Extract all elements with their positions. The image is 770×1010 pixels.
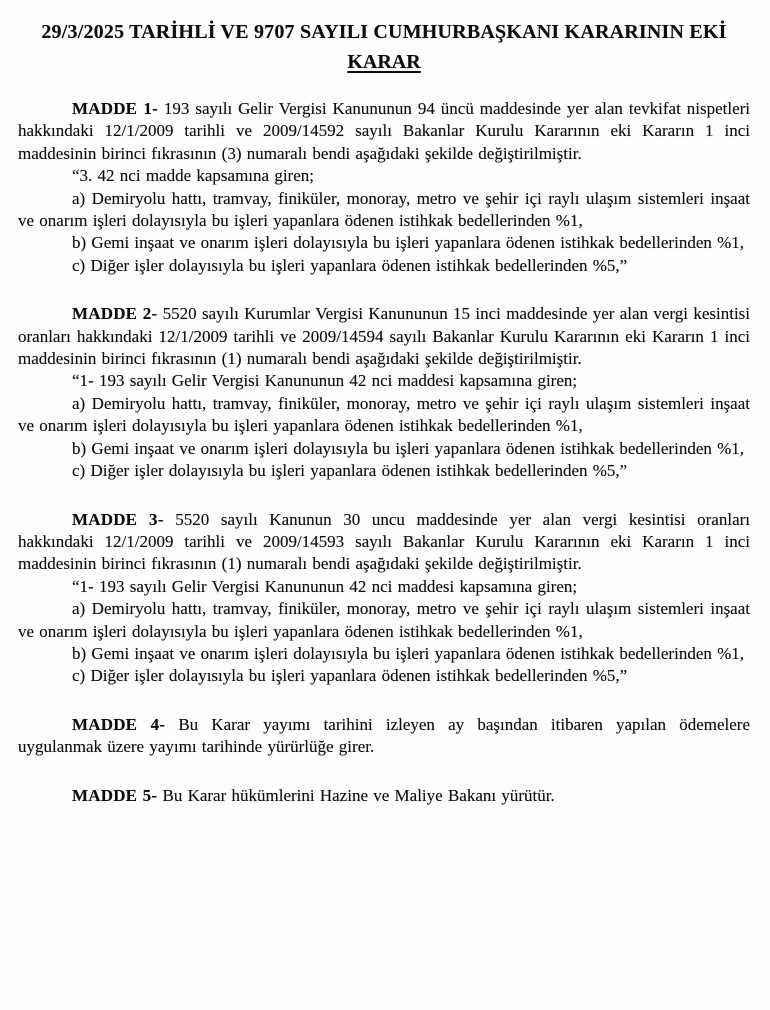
paragraph-madde-5: [18, 785, 750, 807]
paragraph-madde-2: [18, 303, 750, 370]
paragraph-madde-2-intro: “1- 193 sayılı Gelir Vergisi Kanununun 42 nci maddesi kapsamına giren;: [72, 371, 578, 391]
paragraph-madde-1-item-c: c) Diğer işler dolayısıyla bu işleri yapanlara ödenen istihkak bedellerinden %5,”: [72, 255, 628, 275]
document-title: [18, 18, 750, 76]
madde-5-label: MADDE 5-: [72, 785, 158, 805]
paragraph-madde-3-item-b: b) Gemi inşaat ve onarım işleri dolayısıyla bu işleri yapanlara ödenen istihkak bedellerinden %1,: [72, 643, 745, 663]
paragraph-madde-2-item-c: c) Diğer işler dolayısıyla bu işleri yapanlara ödenen istihkak bedellerinden %5,”: [72, 461, 628, 481]
madde-4-text: Bu Karar yayımı tarihini izleyen ay başından itibaren yapılan ödemelere uygulanmak üzere yayımı tarihinde yürürlüğe girer.: [18, 714, 750, 757]
madde-3-label: MADDE 3-: [72, 509, 164, 529]
paragraph-madde-1: [18, 98, 750, 165]
paragraph-madde-2-item-a: a) Demiryolu hattı, tramvay, finiküler, monoray, metro ve şehir içi raylı ulaşım sistemleri inşaat ve onarım işleri dolayısıyla bu işleri yapanlara ödenen istihkak bedellerinden %1,: [18, 393, 750, 436]
madde-5-text: Bu Karar hükümlerini Hazine ve Maliye Bakanı yürütür.: [162, 785, 555, 805]
madde-2-text: 5520 sayılı Kurumlar Vergisi Kanununun 15 inci maddesinde yer alan vergi kesintisi oranları hakkındaki 12/1/2009 tarihli ve 2009/14594 sayılı Bakanlar Kurulu Kararının eki Kararın 1 inci maddesinin birinci fıkrasının (1) numaralı bendi aşağıdaki şekilde değiştirilmiştir.: [18, 304, 751, 369]
paragraph-madde-1-intro: “3. 42 nci madde kapsamına giren;: [72, 166, 314, 186]
paragraph-madde-1-item-b: b) Gemi inşaat ve onarım işleri dolayısıyla bu işleri yapanlara ödenen istihkak bedellerinden %1,: [72, 233, 745, 253]
madde-2-label: MADDE 2-: [72, 304, 158, 324]
madde-3-text: 5520 sayılı Kanunun 30 uncu maddesinde yer alan vergi kesintisi oranları hakkındaki 12/1/2009 tarihli ve 2009/14593 sayılı Bakanlar Kurulu Kararının eki Kararın 1 inci maddesinin birinci fıkrasının (1) numaralı bendi aşağıdaki şekilde değiştirilmiştir.: [18, 509, 751, 574]
paragraph-madde-4: [18, 714, 750, 759]
document-title-line1: 29/3/2025 TARİHLİ VE 9707 SAYILI CUMHURBAŞKANI KARARININ EKİ: [41, 21, 727, 43]
madde-4-label: MADDE 4-: [72, 714, 166, 734]
paragraph-madde-1-item-a: a) Demiryolu hattı, tramvay, finiküler, monoray, metro ve şehir içi raylı ulaşım sistemleri inşaat ve onarım işleri dolayısıyla bu işleri yapanlara ödenen istihkak bedellerinden %1,: [18, 188, 750, 231]
document-title-line2: KARAR: [347, 51, 421, 73]
madde-1-label: MADDE 1-: [72, 99, 158, 118]
paragraph-madde-3-intro: “1- 193 sayılı Gelir Vergisi Kanununun 42 nci maddesi kapsamına giren;: [72, 576, 578, 596]
madde-1-text: 193 sayılı Gelir Vergisi Kanununun 94 üncü maddesinde yer alan tevkifat nispetleri hakkındaki 12/1/2009 tarihli ve 2009/14592 sayılı Bakanlar Kurulu Kararının eki Kararın 1 inci maddesinin birinci fıkrasının (3) numaralı bendi aşağıdaki şekilde değiştirilmiştir.: [18, 99, 751, 163]
paragraph-madde-2-item-b: b) Gemi inşaat ve onarım işleri dolayısıyla bu işleri yapanlara ödenen istihkak bedellerinden %1,: [72, 438, 745, 458]
paragraph-madde-3: [18, 509, 750, 576]
paragraph-madde-3-item-c: c) Diğer işler dolayısıyla bu işleri yapanlara ödenen istihkak bedellerinden %5,”: [72, 666, 628, 686]
paragraph-madde-3-item-a: a) Demiryolu hattı, tramvay, finiküler, monoray, metro ve şehir içi raylı ulaşım sistemleri inşaat ve onarım işleri dolayısıyla bu işleri yapanlara ödenen istihkak bedellerinden %1,: [18, 599, 750, 641]
